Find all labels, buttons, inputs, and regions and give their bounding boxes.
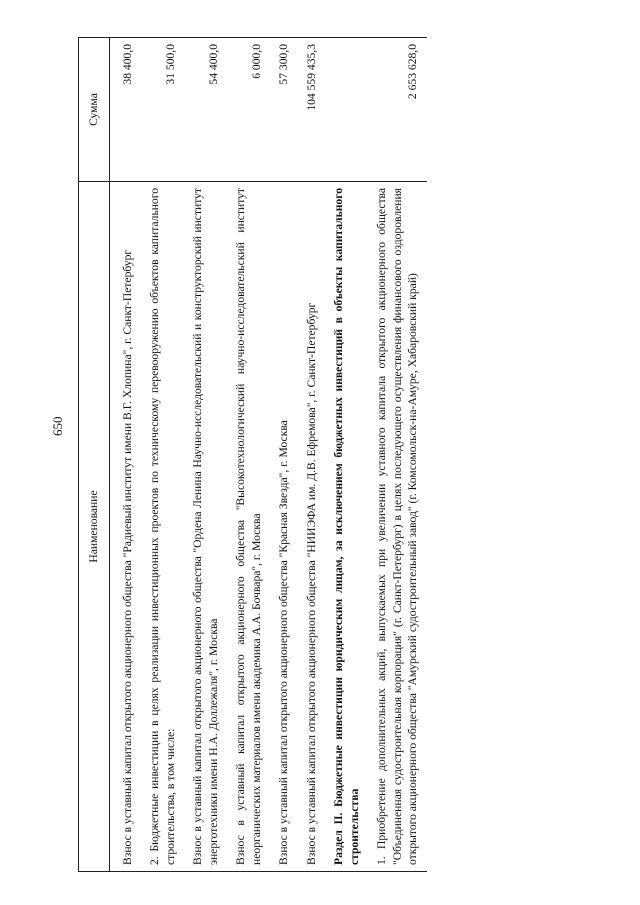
table-row — [368, 38, 427, 872]
row-amount: 6 000,0 — [227, 38, 270, 182]
row-amount: 2 653 628,0 — [368, 38, 427, 182]
row-name: Раздел II. Бюджетные инвестиции юридическим лицам, за исключением бюджетных инвестиций в объекты капитального строительства — [325, 182, 368, 872]
table-row — [141, 38, 184, 872]
row-name: 2. Бюджетные инвестиции в целях реализации инвестиционных проектов по техническому перевооружению объектов капитального строительства, в том числе: — [141, 182, 184, 872]
row-name: Взнос в уставный капитал открытого акционерного общества "Красная Звезда", г. Москва — [270, 182, 298, 872]
budget-table — [78, 37, 427, 872]
table-row — [227, 38, 270, 872]
table-row — [109, 38, 141, 872]
page-number: 650 — [50, 416, 65, 436]
row-amount: 31 500,0 — [141, 38, 184, 182]
row-name: 1. Приобретение дополнительных акций, выпускаемых при увеличении уставного капитала открытого акционерного общества "Объединенная судостроительная корпорация" (г. Санкт-Петербург) в целях последующего осуществления финансового оздоровления открытого акционерного общества "Амурский судостроительный завод" (г. Комсомольск-на-Амуре, Хабаровский край) — [368, 182, 427, 872]
header-amount: Сумма — [79, 38, 110, 182]
rotated-page — [78, 38, 548, 872]
row-name: Взнос в уставный капитал открытого акционерного общества "НИИЭФА им. Д.В. Ефремова", г. Санкт-Петербург — [298, 182, 326, 872]
row-amount: 104 559 435,3 — [298, 38, 326, 182]
row-amount — [325, 38, 368, 182]
row-name: Взнос в уставный капитал открытого акционерного общества "Высокотехнологический научно-исследовательский институт неорганических материалов имени академика А.А. Бочвара", г. Москва — [227, 182, 270, 872]
table-header-row — [79, 38, 110, 872]
row-name: Взнос в уставный капитал открытого акционерного общества "Ордена Ленина Научно-исследовательский и конструкторский институт энерготехники имени Н.А. Доллежаля", г. Москва — [184, 182, 227, 872]
row-amount: 54 400,0 — [184, 38, 227, 182]
table-row — [325, 38, 368, 872]
header-name: Наименование — [79, 182, 110, 872]
row-amount: 57 300,0 — [270, 38, 298, 182]
row-name: Взнос в уставный капитал открытого акционерного общества "Радиевый институт имени В.Г. Хлопина", г. Санкт-Петербург — [109, 182, 141, 872]
table-row — [298, 38, 326, 872]
table-body — [109, 38, 427, 872]
table-row — [184, 38, 227, 872]
table-row — [270, 38, 298, 872]
row-amount: 38 400,0 — [109, 38, 141, 182]
